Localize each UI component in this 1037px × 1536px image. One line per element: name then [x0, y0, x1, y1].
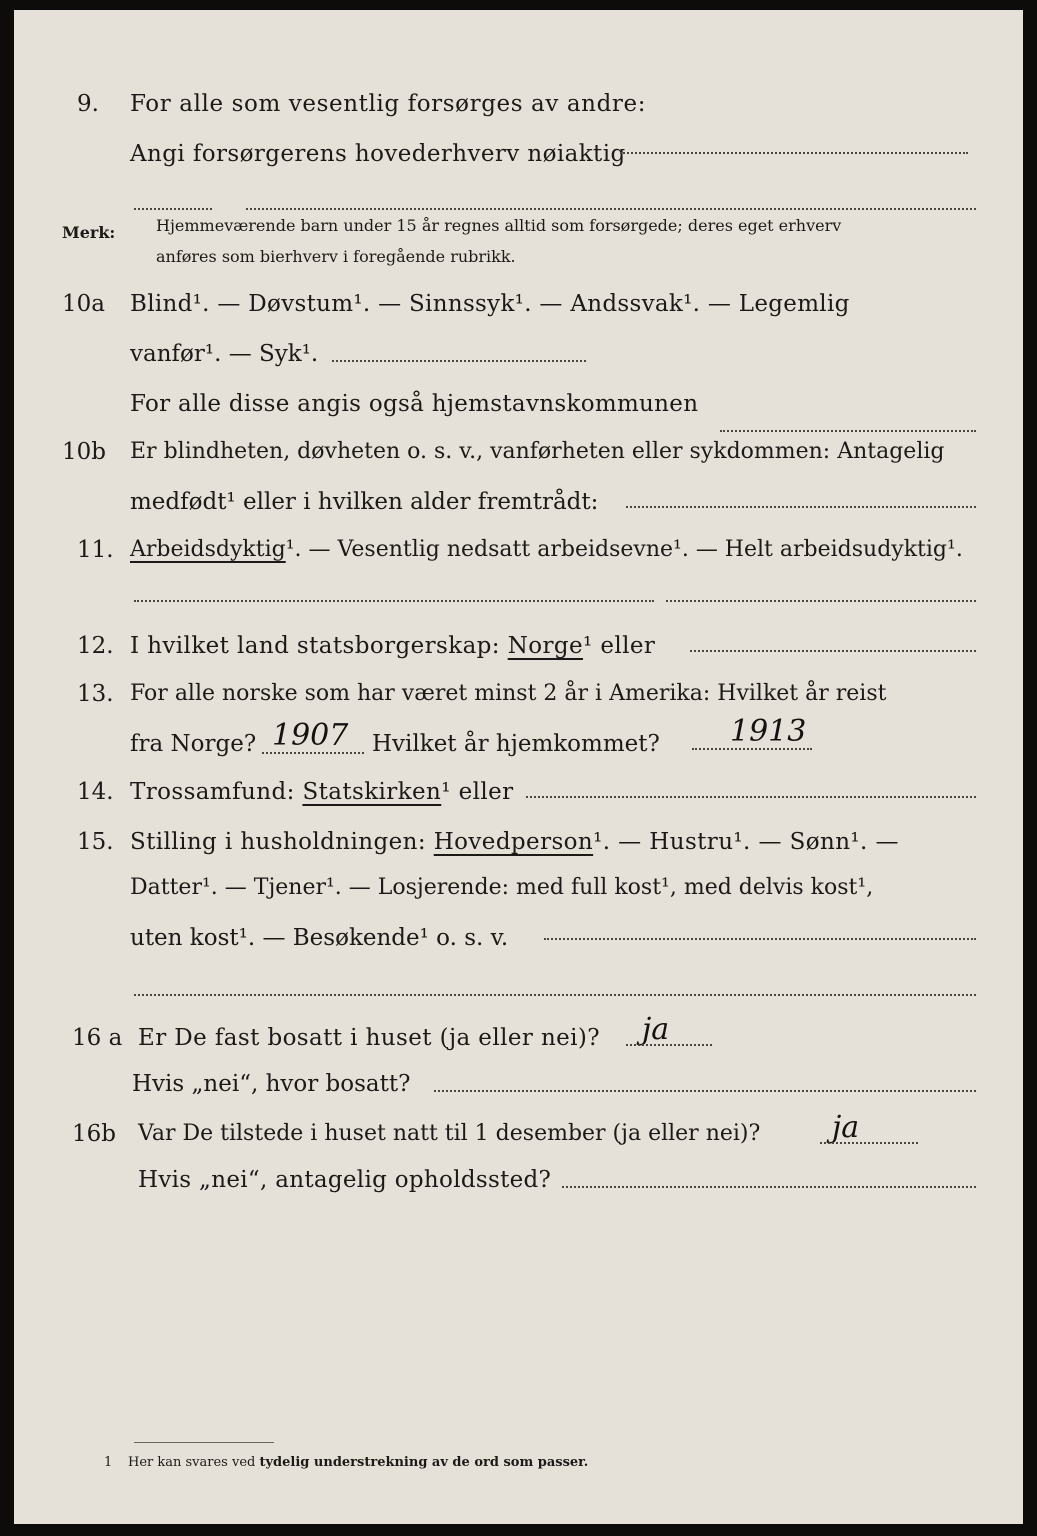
- q10b-line2: medfødt¹ eller i hvilken alder fremtrådt:: [130, 489, 599, 515]
- merk-line1: Hjemmeværende barn under 15 år regnes alltid som forsørgede; deres eget erhverv: [156, 216, 842, 235]
- q9-answer-line[interactable]: [620, 152, 968, 154]
- q9-answer-line-2a[interactable]: [134, 208, 212, 210]
- q10a-number: 10a: [62, 291, 105, 317]
- q16a-number: 16 a: [72, 1025, 123, 1051]
- q14-number: 14.: [77, 779, 114, 805]
- q12-answer-line[interactable]: [690, 650, 976, 652]
- q12-suffix: ¹ eller: [583, 633, 656, 659]
- q11-answer-line-b[interactable]: [666, 600, 976, 602]
- q15-line1: [130, 828, 899, 856]
- footnote-text: [128, 1454, 588, 1472]
- census-form-page: [14, 10, 1023, 1524]
- q11-line: [130, 536, 963, 564]
- q12-line: [130, 632, 655, 660]
- footnote-plain: Her kan svares ved: [128, 1455, 256, 1470]
- q12-number: 12.: [77, 633, 114, 659]
- q10a-line3: For alle disse angis også hjemstavnskommunen: [130, 391, 699, 417]
- q10b-number: 10b: [62, 439, 106, 465]
- q10a-line2: vanfør¹. — Syk¹.: [130, 341, 319, 367]
- q16b-answer[interactable]: ja: [832, 1110, 860, 1145]
- footnote-bold: tydelig understrekning av de ord som passer.: [259, 1455, 589, 1470]
- q11-answer-line-a[interactable]: [134, 600, 654, 602]
- merk-line2: anføres som bierhverv i foregående rubrikk.: [156, 247, 516, 266]
- q16a-answer[interactable]: ja: [642, 1012, 670, 1047]
- q13-line2a: fra Norge?: [130, 731, 257, 757]
- q9-answer-line-2b[interactable]: [246, 208, 976, 210]
- q13-hjemkommet-line[interactable]: [692, 748, 812, 750]
- q15-answer-line-2[interactable]: [134, 994, 976, 996]
- q14-answer-line[interactable]: [526, 796, 976, 798]
- q10a-syk-line[interactable]: [332, 360, 586, 362]
- q15-number: 15.: [77, 829, 114, 855]
- q14-prefix: Trossamfund:: [130, 779, 295, 805]
- q16b-answer-line[interactable]: [820, 1142, 918, 1144]
- q13-answer-hjemkommet[interactable]: 1913: [730, 714, 807, 749]
- q14-line: [130, 778, 514, 806]
- q16a-line1: Er De fast bosatt i huset (ja eller nei)?: [138, 1025, 601, 1051]
- q11-rest: ¹. — Vesentlig nedsatt arbeidsevne¹. — Helt arbeidsudyktig¹.: [285, 537, 963, 562]
- q13-number: 13.: [77, 681, 114, 707]
- footnote-rule: [134, 1442, 274, 1443]
- q11-number: 11.: [77, 537, 114, 563]
- q15-prefix: Stilling i husholdningen:: [130, 829, 426, 855]
- q16b-line2: Hvis „nei“, antagelig opholdssted?: [138, 1167, 552, 1193]
- q10a-line1: Blind¹. — Døvstum¹. — Sinnssyk¹. — Andssvak¹. — Legemlig: [130, 291, 850, 317]
- q14-suffix: ¹ eller: [441, 779, 514, 805]
- q15-suffix: ¹. — Hustru¹. — Sønn¹. —: [593, 829, 899, 855]
- q13-line2b: Hvilket år hjemkommet?: [372, 731, 660, 757]
- q9-line1: For alle som vesentlig forsørges av andre:: [130, 91, 647, 117]
- q15-line3: uten kost¹. — Besøkende¹ o. s. v.: [130, 925, 509, 951]
- q16b-opholdssted-line[interactable]: [562, 1186, 976, 1188]
- q14-statskirken-underlined: Statskirken: [302, 779, 442, 805]
- q10b-answer-line[interactable]: [626, 506, 976, 508]
- q13-reist-line[interactable]: [262, 752, 364, 754]
- q16a-bosatt-line[interactable]: [434, 1090, 976, 1092]
- q12-prefix: I hvilket land statsborgerskap:: [130, 633, 500, 659]
- q13-answer-reist[interactable]: 1907: [272, 718, 349, 753]
- q13-line1: For alle norske som har været minst 2 år i Amerika: Hvilket år reist: [130, 681, 887, 706]
- q16a-line2: Hvis „nei“, hvor bosatt?: [132, 1071, 411, 1097]
- q10b-line1: Er blindheten, døvheten o. s. v., vanførheten eller sykdommen: Antagelig: [130, 439, 945, 464]
- q10a-hjemstavn-line[interactable]: [720, 430, 976, 432]
- q11-arbeidsdyktig-underlined: Arbeidsdyktig: [130, 537, 286, 562]
- q15-hovedperson-underlined: Hovedperson: [433, 829, 594, 855]
- q9-number: 9.: [77, 91, 99, 117]
- q16a-answer-line[interactable]: [626, 1044, 712, 1046]
- q12-norge-underlined: Norge: [507, 633, 583, 659]
- q16b-number: 16b: [72, 1121, 116, 1147]
- footnote-mark: 1: [104, 1455, 113, 1470]
- merk-label: Merk:: [62, 223, 116, 242]
- q9-line2: Angi forsørgerens hovederhverv nøiaktig: [130, 141, 626, 167]
- q15-line2: Datter¹. — Tjener¹. — Losjerende: med full kost¹, med delvis kost¹,: [130, 875, 874, 900]
- q15-answer-line[interactable]: [544, 938, 976, 940]
- q16b-line1: Var De tilstede i huset natt til 1 desember (ja eller nei)?: [138, 1121, 761, 1146]
